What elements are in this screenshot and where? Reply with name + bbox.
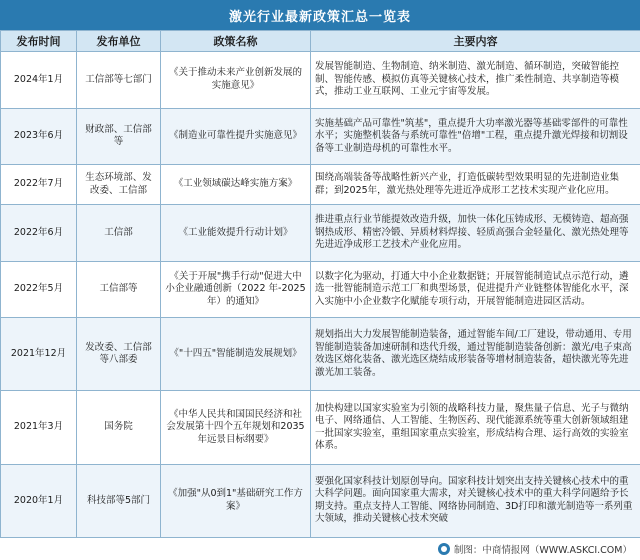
row-policy-name: 《制造业可靠性提升实施意见》 [161, 108, 311, 165]
header-content: 主要内容 [311, 31, 640, 52]
header-date: 发布时间 [1, 31, 77, 52]
row-policy-name: 《"十四五"智能制造发展规划》 [161, 318, 311, 391]
header-dept: 发布单位 [77, 31, 161, 52]
row-content: 实施基础产品可靠性"筑基"，重点提升大功率激光器等基础零部件的可靠性水平；实施整机装备与系统可靠性"倍增"工程，重点提升激光焊接和切割设备等工业制造母机的可靠性水平。 [311, 108, 640, 165]
row-content: 以数字化为驱动，打通大中小企业数据链；开展智能制造试点示范行动，遴选一批智能制造示范工厂和典型场景，促进提升产业链整体智能化水平，深入实施中小企业数字化赋能专项行动，开展智能制造进园区活动。 [311, 261, 640, 318]
row-content: 围绕高端装备等战略性新兴产业，打造低碳转型效果明显的先进制造业集群；到2025年，激光热处理等先进近净成形工艺技术实现产业化应用。 [311, 165, 640, 205]
row-date: 2020年1月 [1, 464, 77, 537]
row-policy-name: 《关于推动未来产业创新发展的实施意见》 [161, 52, 311, 109]
table-row [1, 165, 640, 205]
header-row [1, 31, 640, 52]
row-dept: 工信部等七部门 [77, 52, 161, 109]
row-policy-name: 《工业领域碳达峰实施方案》 [161, 165, 311, 205]
table-row [1, 205, 640, 262]
askci-logo-icon [438, 543, 450, 555]
table-row [1, 318, 640, 391]
table-row [1, 108, 640, 165]
footer-text: 制图：中商情报网（WWW.ASKCI.COM） [453, 545, 632, 556]
row-content: 要强化国家科技计划原创导向。国家科技计划突出支持关键核心技术中的重大科学问题。面向国家重大需求，对关键核心技术中的重大科学问题给予长期支持。重点支持人工智能、网络协同制造、3D打印和激光制造等一系列重大领域，推动关键核心技术突破 [311, 464, 640, 537]
row-date: 2021年12月 [1, 318, 77, 391]
row-date: 2022年7月 [1, 165, 77, 205]
row-dept: 国务院 [77, 391, 161, 464]
footer-credit [0, 538, 640, 560]
row-dept: 工信部等 [77, 261, 161, 318]
table-row [1, 464, 640, 537]
row-dept: 科技部等5部门 [77, 464, 161, 537]
header-name: 政策名称 [161, 31, 311, 52]
row-date: 2024年1月 [1, 52, 77, 109]
policy-table [0, 30, 640, 538]
row-date: 2021年3月 [1, 391, 77, 464]
row-dept: 生态环境部、发改委、工信部 [77, 165, 161, 205]
table-row [1, 391, 640, 464]
row-content: 加快构建以国家实验室为引领的战略科技力量，聚焦量子信息、光子与微纳电子、网络通信、人工智能、生物医药、现代能源系统等重大创新领域组建一批国家实验室，重组国家重点实验室，形成结构合理、运行高效的实验室体系。 [311, 391, 640, 464]
table-row [1, 52, 640, 109]
row-content: 规划指出大力发展智能制造装备，通过智能车间/工厂建设，带动通用、专用智能制造装备加速研制和迭代升级，通过智能制造装备创新：激光/电子束高效选区熔化装备、激光选区烧结成形装备等增材制造装备，超快激光等先进激光加工装备。 [311, 318, 640, 391]
row-dept: 发改委、工信部等八部委 [77, 318, 161, 391]
table-row [1, 261, 640, 318]
table-title: 激光行业最新政策汇总一览表 [0, 0, 640, 30]
row-dept: 财政部、工信部等 [77, 108, 161, 165]
row-date: 2022年5月 [1, 261, 77, 318]
row-policy-name: 《中华人民共和国国民经济和社会发展第十四个五年规划和2035 年远景目标纲要》 [161, 391, 311, 464]
row-date: 2023年6月 [1, 108, 77, 165]
row-policy-name: 《工业能效提升行动计划》 [161, 205, 311, 262]
row-date: 2022年6月 [1, 205, 77, 262]
row-dept: 工信部 [77, 205, 161, 262]
row-content: 发展智能制造、生物制造、纳米制造、激光制造、循环制造，突破智能控制、智能传感、模拟仿真等关键核心技术，推广柔性制造、共享制造等模式，推动工业互联网、工业元宇宙等发展。 [311, 52, 640, 109]
row-policy-name: 《加强"从0到1"基础研究工作方案》 [161, 464, 311, 537]
row-content: 推进重点行业节能提效改造升级，加快一体化压铸成形、无模铸造、超高强钢热成形、精密冷锻、异质材料焊接、轻质高强合金轻量化、激光热处理等先进近净成形工艺技术产业化应用。 [311, 205, 640, 262]
row-policy-name: 《关于开展"携手行动"促进大中小企业融通创新（2022 年-2025年）的通知》 [161, 261, 311, 318]
